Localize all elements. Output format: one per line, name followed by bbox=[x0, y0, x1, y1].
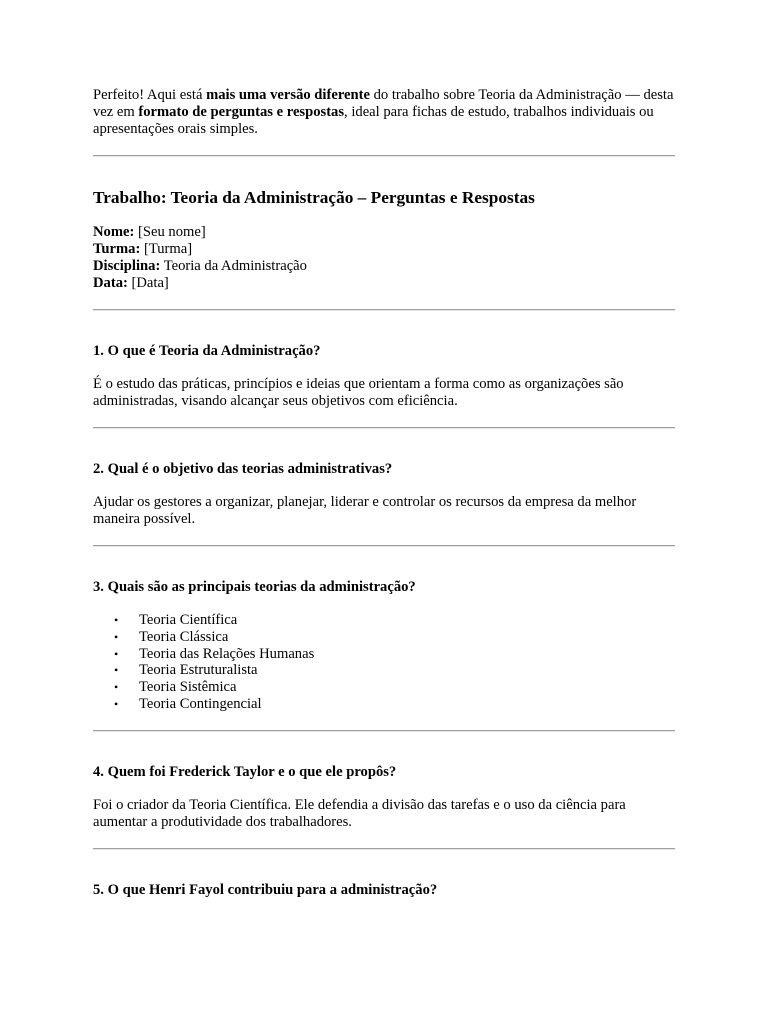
meta-row-class bbox=[93, 241, 675, 258]
meta-label: Disciplina: bbox=[93, 258, 161, 274]
list-item bbox=[114, 679, 675, 696]
document-page bbox=[93, 87, 675, 915]
question-heading-5: 5. O que Henri Fayol contribuiu para a administração? bbox=[93, 881, 438, 898]
list-item bbox=[114, 628, 675, 646]
bullet-icon: • bbox=[114, 646, 119, 661]
list-item-text: Teoria Contingencial bbox=[139, 695, 262, 712]
meta-value: Teoria da Administração bbox=[160, 258, 307, 274]
answer-paragraph-2: Ajudar os gestores a organizar, planejar, liderar e controlar os recursos da empresa da melhor maneira possível. bbox=[93, 494, 637, 527]
intro-text-1: Perfeito! Aqui está bbox=[93, 87, 207, 103]
bullet-icon: • bbox=[114, 629, 119, 644]
answer-paragraph-1: É o estudo das práticas, princípios e ideias que orientam a forma como as organizações são administradas, visando alcançar seus objetivos com eficiência. bbox=[93, 376, 624, 409]
meta-label: Turma: bbox=[93, 241, 141, 257]
divider bbox=[93, 545, 675, 547]
question-heading-1: 1. O que é Teoria da Administração? bbox=[93, 343, 321, 359]
meta-value: [Turma] bbox=[140, 241, 193, 257]
list-item-text: Teoria Sistêmica bbox=[139, 679, 237, 696]
divider bbox=[93, 155, 675, 157]
meta-row-date bbox=[93, 275, 675, 292]
bullet-icon: • bbox=[114, 663, 119, 678]
question-heading-3: 3. Quais são as principais teorias da administração? bbox=[93, 579, 416, 595]
list-item-text: Teoria Científica bbox=[139, 612, 238, 628]
list-item-text: Teoria das Relações Humanas bbox=[139, 645, 315, 662]
intro-text-3: , ideal para fichas de estudo, trabalhos individuais ou apresentações orais simples. bbox=[93, 104, 654, 137]
question-heading-4: 4. Quem foi Frederick Taylor e o que ele propôs? bbox=[93, 763, 397, 780]
list-item bbox=[114, 612, 675, 629]
document-title: Trabalho: Teoria da Administração – Perguntas e Respostas bbox=[93, 188, 535, 207]
meta-value: [Data] bbox=[127, 275, 169, 291]
divider bbox=[93, 427, 675, 429]
meta-label: Nome: bbox=[93, 224, 135, 240]
list-item-text: Teoria Estruturalista bbox=[139, 662, 258, 679]
answer-paragraph-4: Foi o criador da Teoria Científica. Ele defendia a divisão das tarefas e o uso da ciência para aumentar a produtividade dos trabalhadores. bbox=[93, 796, 626, 830]
divider bbox=[93, 730, 675, 732]
meta-label: Data: bbox=[93, 275, 128, 291]
meta-row-discipline bbox=[93, 258, 675, 275]
bullet-icon: • bbox=[114, 680, 119, 695]
meta-row-name bbox=[93, 224, 675, 241]
intro-paragraph bbox=[93, 87, 675, 138]
bullet-icon: • bbox=[114, 696, 119, 711]
divider bbox=[93, 848, 675, 850]
meta-value: [Seu nome] bbox=[134, 224, 206, 240]
intro-text-2: do trabalho sobre Teoria da Administração — desta vez em bbox=[93, 87, 674, 120]
divider bbox=[93, 309, 675, 311]
list-item bbox=[114, 662, 675, 679]
list-item bbox=[114, 695, 675, 713]
list-item bbox=[114, 645, 675, 663]
list-item-text: Teoria Clássica bbox=[139, 628, 229, 645]
student-info bbox=[93, 224, 675, 292]
question-heading-2: 2. Qual é o objetivo das teorias administrativas? bbox=[93, 461, 393, 477]
intro-bold-2: formato de perguntas e respostas bbox=[138, 104, 345, 120]
theories-list bbox=[93, 612, 675, 713]
intro-bold-1: mais uma versão diferente bbox=[206, 87, 370, 103]
bullet-icon: • bbox=[114, 613, 119, 627]
